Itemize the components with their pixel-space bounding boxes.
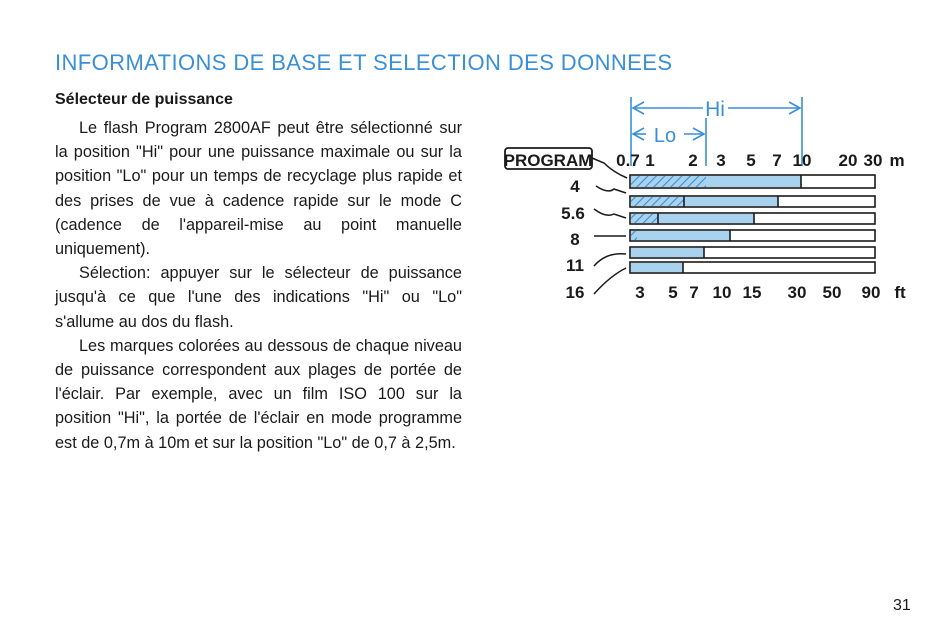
bar-row-5-6 bbox=[630, 196, 875, 207]
meter-tick: 7 bbox=[772, 151, 782, 170]
section-subheading: Sélecteur de puissance bbox=[55, 91, 233, 108]
page-heading: INFORMATIONS DE BASE ET SELECTION DES DONNEES bbox=[55, 50, 673, 75]
paragraph-selection: Sélection: appuyer sur le sélecteur de puissance jusqu'à ce que l'une des indications "Hi" ou "Lo" s'allume au dos du flash. bbox=[55, 264, 462, 331]
bar-row-extra bbox=[630, 262, 875, 273]
feet-tick: 3 bbox=[635, 283, 645, 302]
feet-tick: 5 bbox=[668, 283, 678, 302]
meter-tick: 20 bbox=[838, 151, 858, 170]
paragraph-intro: Le flash Program 2800AF peut être sélectionné sur la position "Hi" pour une puissance maximale ou sur la position "Lo" pour un temps de recyclage plus rapide et des prises de vue à cadence rapide sur le mode C (cadence de l'appareil-mise au point manuelle uniquement). bbox=[55, 119, 462, 259]
bar-row-8 bbox=[630, 213, 875, 224]
meter-tick: 5 bbox=[746, 151, 756, 170]
bar-row-11 bbox=[630, 230, 875, 241]
lo-label: Lo bbox=[653, 125, 677, 147]
aperture-label: 16 bbox=[565, 283, 585, 302]
feet-tick: 7 bbox=[689, 283, 699, 302]
feet-unit: ft bbox=[894, 283, 906, 302]
hi-label: Hi bbox=[705, 98, 725, 121]
meter-unit: m bbox=[889, 151, 905, 170]
feet-scale bbox=[635, 283, 906, 302]
meter-tick: 2 bbox=[688, 151, 698, 170]
meter-tick: 30 bbox=[863, 151, 883, 170]
aperture-label: 5.6 bbox=[561, 204, 585, 223]
bar-row-16 bbox=[630, 247, 875, 258]
aperture-labels bbox=[561, 177, 585, 302]
paragraph-example: Les marques colorées au dessous de chaque niveau de puissance correspondent aux plages de portée de l'éclair. Par exemple, avec un film ISO 100 sur la position "Hi", la portée de l'éclair en mode programme est de 0,7m à 10m et sur la position "Lo" de 0,7 à 2,5m. bbox=[55, 336, 462, 452]
feet-tick: 50 bbox=[822, 283, 842, 302]
meter-scale bbox=[616, 151, 904, 170]
page-number: 31 bbox=[893, 597, 911, 614]
program-label: PROGRAM bbox=[503, 151, 593, 170]
feet-tick: 10 bbox=[712, 283, 732, 302]
meter-tick: 1 bbox=[645, 151, 655, 170]
aperture-label: 8 bbox=[570, 230, 580, 249]
bar-row-4 bbox=[630, 175, 875, 188]
meter-tick: 10 bbox=[792, 151, 812, 170]
feet-tick: 30 bbox=[787, 283, 807, 302]
feet-tick: 15 bbox=[742, 283, 762, 302]
aperture-label: 11 bbox=[566, 256, 584, 275]
range-bars bbox=[630, 175, 875, 273]
feet-tick: 90 bbox=[861, 283, 881, 302]
row-connectors bbox=[592, 158, 627, 294]
aperture-label: 4 bbox=[570, 177, 580, 196]
meter-tick: 3 bbox=[716, 151, 726, 170]
meter-tick: 0.7 bbox=[616, 151, 640, 170]
